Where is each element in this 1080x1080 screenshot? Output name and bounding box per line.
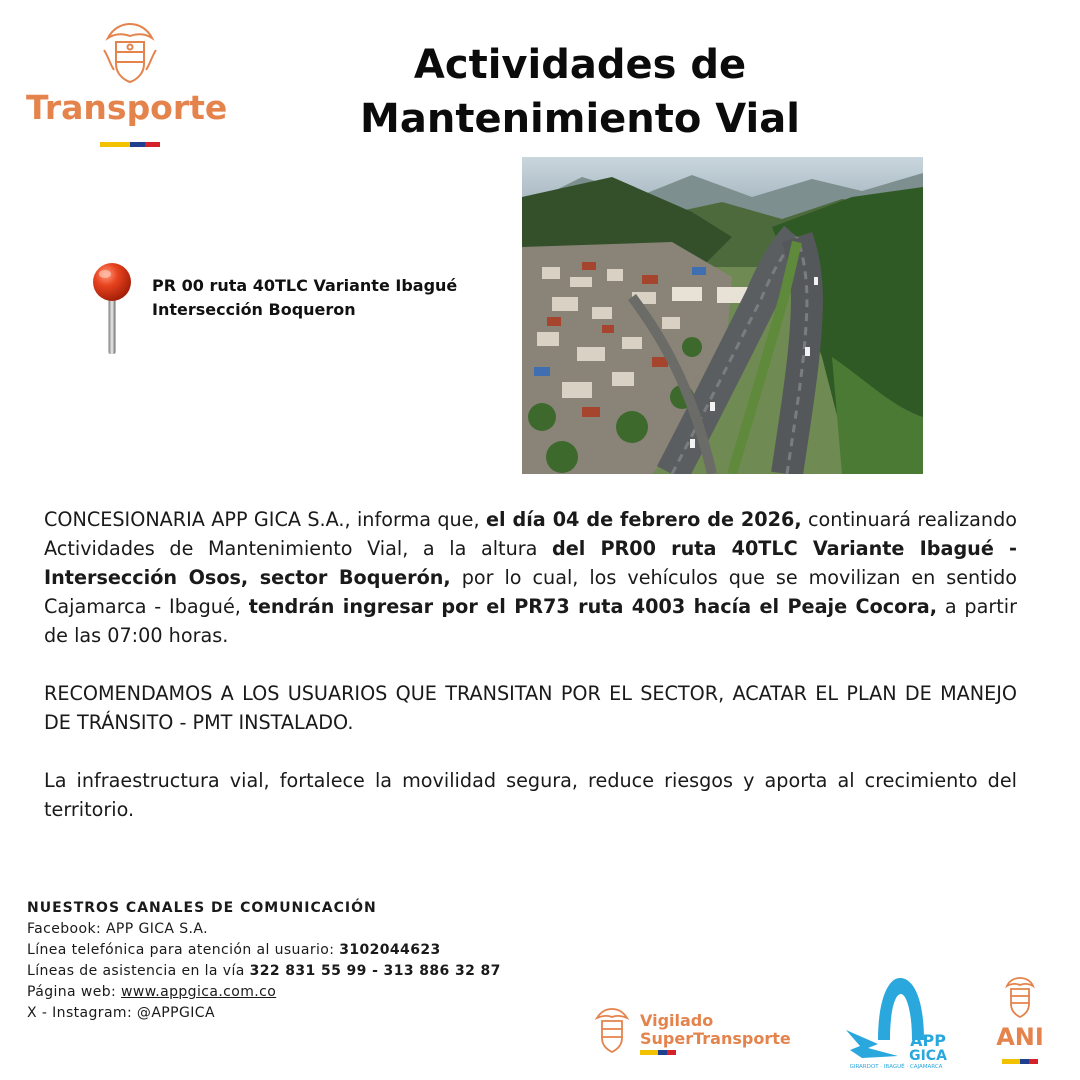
p1-text-2: continuará realizando Actividades de Mantenimiento Vial, a la altura	[44, 508, 1017, 560]
transporte-wordmark: Transporte	[26, 88, 228, 127]
phone-number: 3102044623	[339, 942, 441, 958]
contact-social: X - Instagram: @APPGICA	[27, 1005, 215, 1021]
announcement-paragraph-2: RECOMENDAMOS A LOS USUARIOS QUE TRANSITAN POR EL SECTOR, ACATAR EL PLAN DE MANEJO DE TRÁNSITO - PMT INSTALADO.	[44, 682, 1017, 734]
contact-web: Página web: www.appgica.com.co	[27, 984, 277, 1000]
title-line-1: Actividades de	[413, 42, 747, 88]
colombia-crest-icon	[98, 20, 162, 86]
flag-bar	[640, 1050, 676, 1055]
p1-location: del PR00 ruta 40TLC Variante Ibagué - Intersección Osos, sector Boquerón,	[44, 537, 1017, 589]
flag-bar	[1002, 1059, 1038, 1064]
p1-detour: tendrán ingresar por el PR73 ruta 4003 hacía el Peaje Cocora,	[248, 595, 938, 618]
contact-heading: NUESTROS CANALES DE COMUNICACIÓN	[27, 900, 377, 916]
announcement-body	[44, 505, 1017, 853]
p1-date: el día 04 de febrero de 2026,	[485, 508, 802, 531]
app-gica-tagline: GIRARDOT · IBAGUÉ · CAJAMARCA	[849, 1064, 943, 1070]
flag-bar	[100, 142, 160, 147]
transporte-logo	[26, 20, 236, 152]
vigilado-text: Vigilado SuperTransporte	[640, 1011, 791, 1048]
app-gica-emblem-icon	[838, 970, 956, 1070]
title-line-2: Mantenimiento Vial	[360, 96, 800, 142]
p1-text-1: CONCESIONARIA APP GICA S.A., informa que,	[44, 508, 486, 531]
colombia-crest-icon	[1000, 975, 1040, 1021]
colombia-crest-icon	[590, 1006, 634, 1056]
location-label	[152, 274, 482, 322]
app-gica-logo	[838, 970, 956, 1070]
map-pin-icon	[90, 262, 134, 354]
ani-wordmark: ANI	[996, 1023, 1044, 1051]
vigilado-supertransporte-logo	[590, 1004, 800, 1060]
ani-logo	[990, 975, 1050, 1070]
aerial-highway-photo	[522, 157, 923, 474]
contact-facebook: Facebook: APP GICA S.A.	[27, 921, 208, 937]
website-link[interactable]: www.appgica.com.co	[121, 984, 277, 1000]
app-gica-word-1: APP	[910, 1031, 946, 1050]
assist-numbers: 322 831 55 99 - 313 886 32 87	[249, 963, 501, 979]
location-line-2: Intersección Boqueron	[152, 300, 356, 319]
contact-assist: Líneas de asistencia en la vía 322 831 55 99 - 313 886 32 87	[27, 963, 501, 979]
contact-channels	[27, 898, 587, 1024]
page-title	[330, 38, 830, 146]
p1-text-3: por lo cual, los vehículos que se movilizan en sentido Cajamarca - Ibagué,	[44, 566, 1017, 618]
announcement-paragraph-1	[44, 505, 1017, 650]
location-line-1: PR 00 ruta 40TLC Variante Ibagué	[152, 276, 458, 295]
announcement-paragraph-3: La infraestructura vial, fortalece la movilidad segura, reduce riesgos y aporta al crecimiento del territorio.	[44, 769, 1017, 821]
p1-text-4: a partir de las 07:00 horas.	[44, 595, 1017, 647]
app-gica-word-2: GICA	[909, 1048, 947, 1064]
contact-phone: Línea telefónica para atención al usuario: 3102044623	[27, 942, 441, 958]
